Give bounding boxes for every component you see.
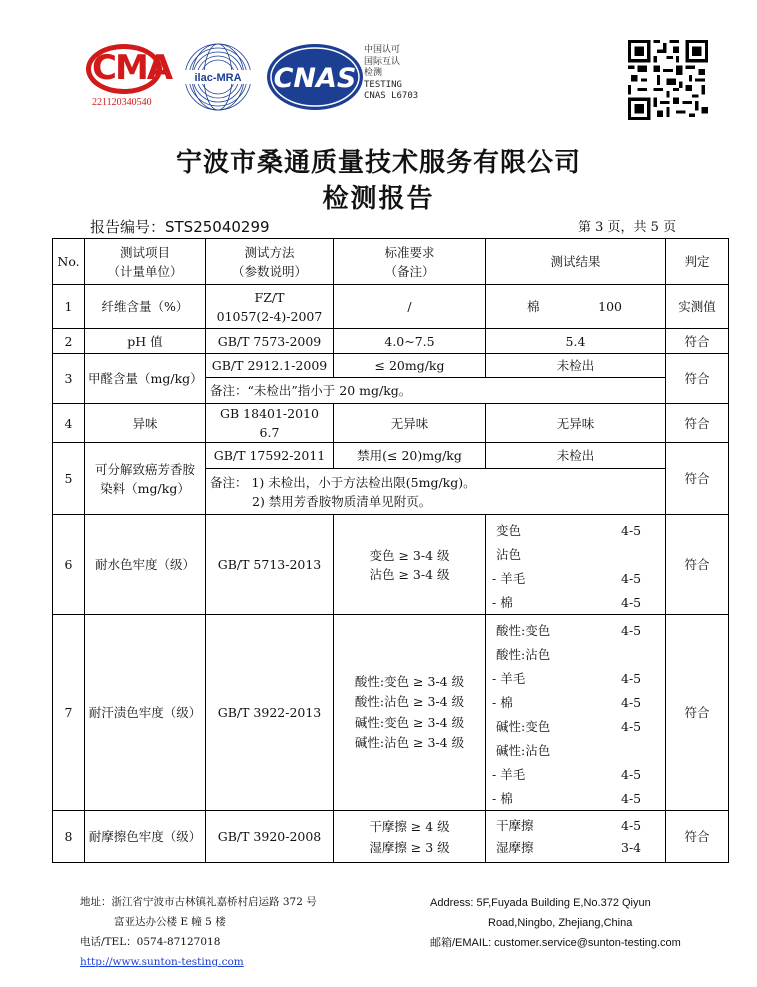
page-info: 第 3 页，共 5 页	[578, 220, 677, 235]
header-judge: 判定	[666, 239, 729, 285]
cma-number: 221120340540	[92, 97, 152, 108]
address-en-line2: Road,Ningbo, Zhejiang,China	[488, 917, 633, 929]
table-row: 2 pH 值 GB/T 7573-2009 4.0~7.5 5.4 符合	[53, 329, 729, 354]
footer-cn	[80, 892, 317, 972]
result-list: 酸性:变色 4-5 酸性:沾色 - 羊毛 4-5 - 棉 4-5 碱性:变色 4-5 碱性:沾色 - 羊毛 4-5 - 棉 4-5	[486, 615, 666, 811]
address-en-line1: Address: 5F,Fuyada Building E,No.372 Qiyun	[430, 897, 651, 909]
report-number: 报告编号：STS25040299	[90, 218, 270, 236]
table-row: 5 可分解致癌芳香胺 染料（mg/kg） GB/T 17592-2011 禁用(≤ 20)mg/kg 未检出 符合	[53, 443, 729, 469]
table-header-row	[53, 239, 729, 285]
table-row: 7 耐汗渍色牢度（级） GB/T 3922-2013 酸性:变色 ≥ 3-4 级 酸性:沾色 ≥ 3-4 级 碱性:变色 ≥ 3-4 级 碱性:沾色 ≥ 3-4 级 酸性:变色 4-5 酸性:沾色 - 羊毛 4-5 - 棉 4-5 碱性:变色 4-5 碱性:沾色 - 羊毛 4-5 - 棉 4-5 符合	[53, 615, 729, 811]
cma-logo: CMA	[92, 48, 172, 88]
result-list: 干摩擦 4-5 湿摩擦 3-4	[486, 811, 666, 863]
company-name: 宁波市桑通质量技术服务有限公司	[175, 148, 581, 178]
result-list: 变色 4-5 沾色 - 羊毛 4-5 - 棉 4-5	[486, 515, 666, 615]
table-row: 4 异味 GB 18401-2010 6.7 无异味 无异味 符合	[53, 404, 729, 443]
website-link[interactable]: http://www.sunton-testing.com	[80, 956, 244, 968]
header-method: 测试方法 （参数说明）	[206, 239, 334, 285]
qr-code	[628, 40, 708, 120]
email: 邮箱/EMAIL: customer.service@sunton-testing.com	[430, 937, 681, 949]
table-row-note: 备注：“未检出”指小于 20 mg/kg。	[53, 378, 729, 404]
ilac-text: ilac-MRA	[194, 72, 242, 84]
table-row: 1 纤维含量（%） FZ/T 01057(2-4)-2007 / 棉 100 实测值	[53, 285, 729, 329]
header-result: 测试结果	[486, 239, 666, 285]
address-cn-line1: 地址：浙江省宁波市古林镇礼嘉桥村启运路 372 号	[80, 896, 317, 908]
table-row: 3 甲醛含量（mg/kg） GB/T 2912.1-2009 ≤ 20mg/kg 未检出 符合	[53, 354, 729, 378]
cnas-text: CNAS	[273, 63, 357, 94]
report-title: 检测报告	[322, 184, 435, 214]
telephone: 电话/TEL：0574-87127018	[80, 936, 221, 948]
cnas-side-text: 中国认可 国际互认 检测 TESTING CNAS L6703	[364, 45, 419, 101]
ilac-mra-logo	[180, 42, 256, 112]
header-no: No.	[53, 239, 85, 285]
header-item: 测试项目 （计量单位）	[85, 239, 206, 285]
address-cn-line2: 富亚达办公楼 E 幢 5 楼	[114, 916, 226, 928]
cnas-logo	[265, 42, 365, 112]
test-results-table	[52, 238, 729, 863]
table-row: 8 耐摩擦色牢度（级） GB/T 3920-2008 干摩擦 ≥ 4 级 湿摩擦 ≥ 3 级 干摩擦 4-5 湿摩擦 3-4 符合	[53, 811, 729, 863]
table-row: 6 耐水色牢度（级） GB/T 5713-2013 变色 ≥ 3-4 级 沾色 ≥ 3-4 级 变色 4-5 沾色 - 羊毛 4-5 - 棉 4-5 符合	[53, 515, 729, 615]
header-standard: 标准要求 （备注）	[334, 239, 486, 285]
footer-en	[430, 893, 681, 953]
table-row-note: 备注： 1) 未检出，小于方法检出限(5mg/kg)。 2) 禁用芳香胺物质清单见附页。	[53, 469, 729, 515]
